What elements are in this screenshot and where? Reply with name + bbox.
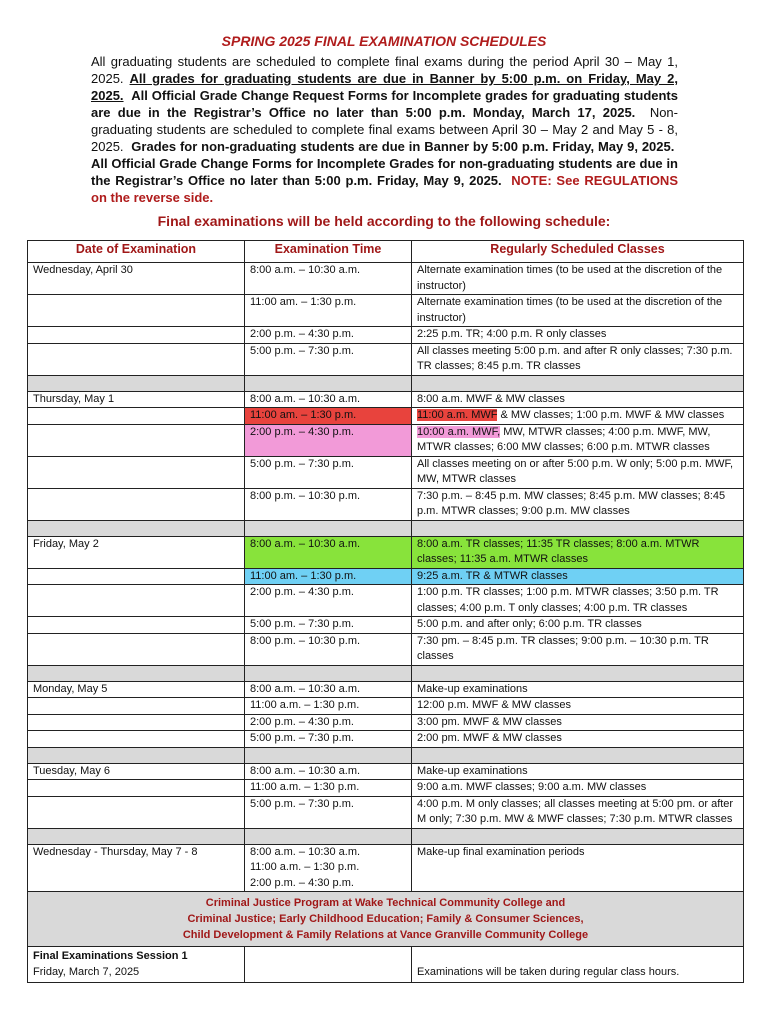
table-row <box>28 408 744 425</box>
table-row <box>28 391 744 408</box>
row-date: Wednesday, April 30 <box>28 263 245 295</box>
row-classes: Alternate examination times (to be used at the discretion of the instructor) <box>412 295 744 327</box>
table-row <box>28 617 744 634</box>
table-row <box>28 295 744 327</box>
program-note-row <box>28 892 744 947</box>
row-time-highlighted: 8:00 a.m. – 10:30 a.m. <box>245 536 412 568</box>
row-time: 5:00 p.m. – 7:30 p.m. <box>245 343 412 375</box>
row-time: 5:00 p.m. – 7:30 p.m. <box>245 456 412 488</box>
row-classes: 5:00 p.m. and after only; 6:00 p.m. TR classes <box>412 617 744 634</box>
row-time: 5:00 p.m. – 7:30 p.m. <box>245 796 412 828</box>
table-row <box>28 456 744 488</box>
intro-text-5: Grades for non-graduating students are due in Banner by 5:00 p.m. Friday, May 9, 2025. <box>131 139 675 154</box>
row-classes: All classes meeting 5:00 p.m. and after R only classes; 7:30 p.m. TR classes; 8:45 p.m. TR classes <box>412 343 744 375</box>
table-row <box>28 844 744 892</box>
row-classes-highlighted: 9:25 a.m. TR & MTWR classes <box>412 568 744 585</box>
row-time: 8:00 p.m. – 10:30 p.m. <box>245 488 412 520</box>
separator-row <box>28 665 744 681</box>
intro-text-2: All grades for graduating students are due in Banner by 5:00 p.m. on Friday, May 2, 2025. <box>91 71 678 103</box>
row-classes: Alternate examination times (to be used at the discretion of the instructor) <box>412 263 744 295</box>
row-classes: 4:00 p.m. M only classes; all classes meeting at 5:00 pm. or after M only; 7:30 p.m. MW & MWF classes; 7:30 p.m. MTWR classes <box>412 796 744 828</box>
separator-row <box>28 375 744 391</box>
table-row <box>28 536 744 568</box>
table-row <box>28 763 744 780</box>
table-row <box>28 681 744 698</box>
row-classes: Make-up final examination periods <box>412 844 744 892</box>
row-time-highlighted: 2:00 p.m. – 4:30 p.m. <box>245 424 412 456</box>
row-date: Friday, May 2 <box>28 536 245 568</box>
table-row <box>28 796 744 828</box>
row-classes: 12:00 p.m. MWF & MW classes <box>412 698 744 715</box>
session-date-text: Friday, March 7, 2025 <box>33 965 140 978</box>
row-time: 11:00 a.m. – 1:30 p.m. <box>245 780 412 797</box>
table-row <box>28 424 744 456</box>
row-time: 8:00 a.m. – 10:30 a.m. <box>245 263 412 295</box>
row-time: 2:00 p.m. – 4:30 p.m. <box>245 714 412 731</box>
row-time: 2:00 p.m. – 4:30 p.m. <box>245 585 412 617</box>
row-time: 8:00 a.m. – 10:30 a.m. 11:00 a.m. – 1:30 p.m. 2:00 p.m. – 4:30 p.m. <box>245 844 412 892</box>
table-row <box>28 633 744 665</box>
table-row <box>28 568 744 585</box>
row-time: 11:00 a.m. – 1:30 p.m. <box>245 698 412 715</box>
row-classes: 7:30 p.m. – 8:45 p.m. MW classes; 8:45 p.m. MW classes; 8:45 p.m. MTWR classes; 9:00 p.m. MW classes <box>412 488 744 520</box>
table-header-row <box>28 241 744 263</box>
table-row <box>28 585 744 617</box>
row-time: 8:00 a.m. – 10:30 a.m. <box>245 681 412 698</box>
separator-row <box>28 747 744 763</box>
separator-row <box>28 828 744 844</box>
row-classes: Make-up examinations <box>412 763 744 780</box>
page-title: SPRING 2025 FINAL EXAMINATION SCHEDULES <box>221 33 547 49</box>
table-row <box>28 327 744 344</box>
schedule-table <box>27 240 744 983</box>
session-label: Final Examinations Session 1 <box>33 950 188 962</box>
program-note: Criminal Justice Program at Wake Technical Community College and Criminal Justice; Early Childhood Education; Family & Consumer Sciences, Child Development & Family Relations at Vance Granville Community College <box>28 892 744 947</box>
row-classes: 9:00 a.m. MWF classes; 9:00 a.m. MW classes <box>412 780 744 797</box>
row-time: 5:00 p.m. – 7:30 p.m. <box>245 731 412 748</box>
row-time: 8:00 a.m. – 10:30 a.m. <box>245 763 412 780</box>
row-classes: 11:00 a.m. MWF & MW classes; 1:00 p.m. MWF & MW classes <box>412 408 744 425</box>
row-classes: 2:25 p.m. TR; 4:00 p.m. R only classes <box>412 327 744 344</box>
row-time: 5:00 p.m. – 7:30 p.m. <box>245 617 412 634</box>
row-classes: 10:00 a.m. MWF, MW, MTWR classes; 4:00 p.m. MWF, MW, MTWR classes; 6:00 MW classes; 6:00 p.m. MTWR classes <box>412 424 744 456</box>
row-classes: All classes meeting on or after 5:00 p.m. W only; 5:00 p.m. MWF, MW, MTWR classes <box>412 456 744 488</box>
row-classes: 3:00 pm. MWF & MW classes <box>412 714 744 731</box>
row-date: Monday, May 5 <box>28 681 245 698</box>
table-row <box>28 780 744 797</box>
row-classes: 1:00 p.m. TR classes; 1:00 p.m. MTWR classes; 3:50 p.m. TR classes; 4:00 p.m. T only classes; 4:00 p.m. TR classes <box>412 585 744 617</box>
row-time: 8:00 a.m. – 10:30 a.m. <box>245 391 412 408</box>
row-classes: 7:30 pm. – 8:45 p.m. TR classes; 9:00 p.m. – 10:30 p.m. TR classes <box>412 633 744 665</box>
row-time: 8:00 p.m. – 10:30 p.m. <box>245 633 412 665</box>
row-time-highlighted: 11:00 am. – 1:30 p.m. <box>245 408 412 425</box>
row-time: 11:00 am. – 1:30 p.m. <box>245 295 412 327</box>
separator-row <box>28 520 744 536</box>
intro-text-1: All graduating students are scheduled to complete final exams during the period April 30 – May 1, 2025. <box>91 54 678 86</box>
session-date <box>28 947 245 983</box>
header-date: Date of Examination <box>28 241 245 263</box>
header-time: Examination Time <box>245 241 412 263</box>
schedule-subtitle: Final examinations will be held according to the following schedule: <box>157 213 611 229</box>
row-classes: Make-up examinations <box>412 681 744 698</box>
header-classes: Regularly Scheduled Classes <box>412 241 744 263</box>
classes-highlight: 11:00 a.m. MWF <box>417 409 498 421</box>
row-time: 2:00 p.m. – 4:30 p.m. <box>245 327 412 344</box>
table-row <box>28 343 744 375</box>
row-classes: 2:00 pm. MWF & MW classes <box>412 731 744 748</box>
intro-text-4: Non-graduating students are scheduled to complete final exams between April 30 – May 2 and May 5 - 8, 2025. <box>91 105 678 154</box>
session-classes: Examinations will be taken during regular class hours. <box>412 947 744 983</box>
table-row <box>28 731 744 748</box>
intro-paragraph <box>91 53 678 206</box>
table-row <box>28 698 744 715</box>
table-row <box>28 488 744 520</box>
classes-highlight: 10:00 a.m. MWF, <box>417 425 501 438</box>
table-row <box>28 714 744 731</box>
table-row <box>28 263 744 295</box>
row-classes: 8:00 a.m. MWF & MW classes <box>412 391 744 408</box>
row-date: Thursday, May 1 <box>28 391 245 408</box>
session-row <box>28 947 744 983</box>
row-classes-highlighted: 8:00 a.m. TR classes; 11:35 TR classes; 8:00 a.m. MTWR classes; 11:35 a.m. MTWR classes <box>412 536 744 568</box>
intro-note: NOTE: See REGULATIONS on the reverse side. <box>91 173 678 205</box>
intro-text-6: All Official Grade Change Forms for Incomplete Grades for non-graduating students are due in the Registrar’s Office no later than 5:00 p.m. Friday, May 9, 2025. <box>91 156 678 188</box>
row-time-highlighted: 11:00 am. – 1:30 p.m. <box>245 568 412 585</box>
row-date: Tuesday, May 6 <box>28 763 245 780</box>
intro-text-3: All Official Grade Change Request Forms for Incomplete grades for graduating students are due in the Registrar’s Office no later than 5:00 p.m. Monday, March 17, 2025. <box>91 88 678 120</box>
row-date: Wednesday - Thursday, May 7 - 8 <box>28 844 245 892</box>
